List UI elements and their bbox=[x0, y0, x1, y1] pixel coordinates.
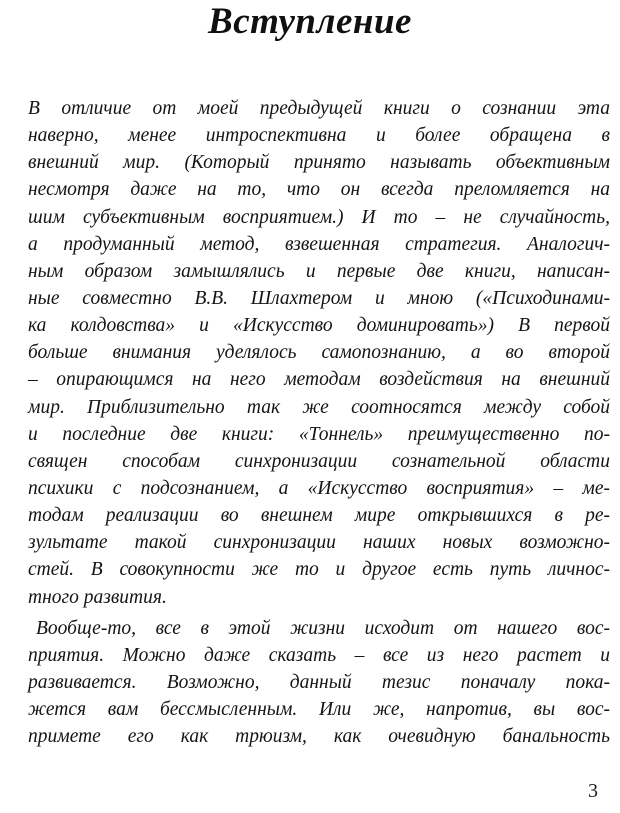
text-line: и последние две книги: «Тоннель» преимущественно по- bbox=[28, 423, 610, 445]
text-line: психики с подсознанием, а «Искусство восприятия» – ме- bbox=[28, 477, 610, 499]
text-line: развивается. Возможно, данный тезис поначалу пока- bbox=[28, 671, 610, 693]
text-line: жется вам бессмысленным. Или же, напротив, вы вос- bbox=[28, 699, 610, 721]
text-line: ные совместно В.В. Шлахтером и мною («Психодинами- bbox=[28, 287, 610, 309]
text-line: несмотря даже на то, что он всегда преломляется на bbox=[28, 179, 610, 201]
text-line: ка колдовства» и «Искусство доминировать») В первой bbox=[28, 315, 610, 337]
text-line: внешний мир. (Который принято называть объективным bbox=[28, 152, 610, 174]
text-line: В отличие от моей предыдущей книги о сознании эта bbox=[28, 98, 610, 119]
chapter-title: Вступление bbox=[208, 1, 412, 42]
chapter-body bbox=[28, 95, 610, 750]
page-number: 3 bbox=[588, 780, 598, 802]
text-line: – опирающимся на него методам воздействия на внешний bbox=[28, 369, 610, 391]
text-line: зультате такой синхронизации наших новых возможно- bbox=[28, 532, 610, 554]
text-line: стей. В совокупности же то и другое есть путь личнос- bbox=[28, 559, 610, 581]
text-line: священ способам синхронизации сознательной области bbox=[28, 450, 610, 472]
text-line: шим субъективным восприятием.) И то – не случайность, bbox=[28, 206, 610, 228]
text-line: Вообще-то, все в этой жизни исходит от нашего вос- bbox=[36, 617, 610, 639]
text-line: приятия. Можно даже сказать – все из него растет и bbox=[28, 644, 610, 666]
text-line: примете его как трюизм, как очевидную банальность bbox=[28, 726, 610, 748]
paragraph-1 bbox=[28, 95, 610, 611]
text-line: наверно, менее интроспективна и более обращена в bbox=[28, 125, 610, 147]
text-line: мир. Приблизительно так же соотносятся между собой bbox=[28, 396, 610, 418]
text-line: больше внимания уделялось самопознанию, а во второй bbox=[28, 342, 610, 364]
text-line: а продуманный метод, взвешенная стратегия. Аналогич- bbox=[28, 233, 610, 255]
text-line: ным образом замышлялись и первые две книги, написан- bbox=[28, 260, 610, 282]
text-line: тного развития. bbox=[28, 586, 167, 608]
paragraph-2 bbox=[28, 615, 610, 751]
text-line: тодам реализации во внешнем мире открывшихся в ре- bbox=[28, 505, 610, 527]
